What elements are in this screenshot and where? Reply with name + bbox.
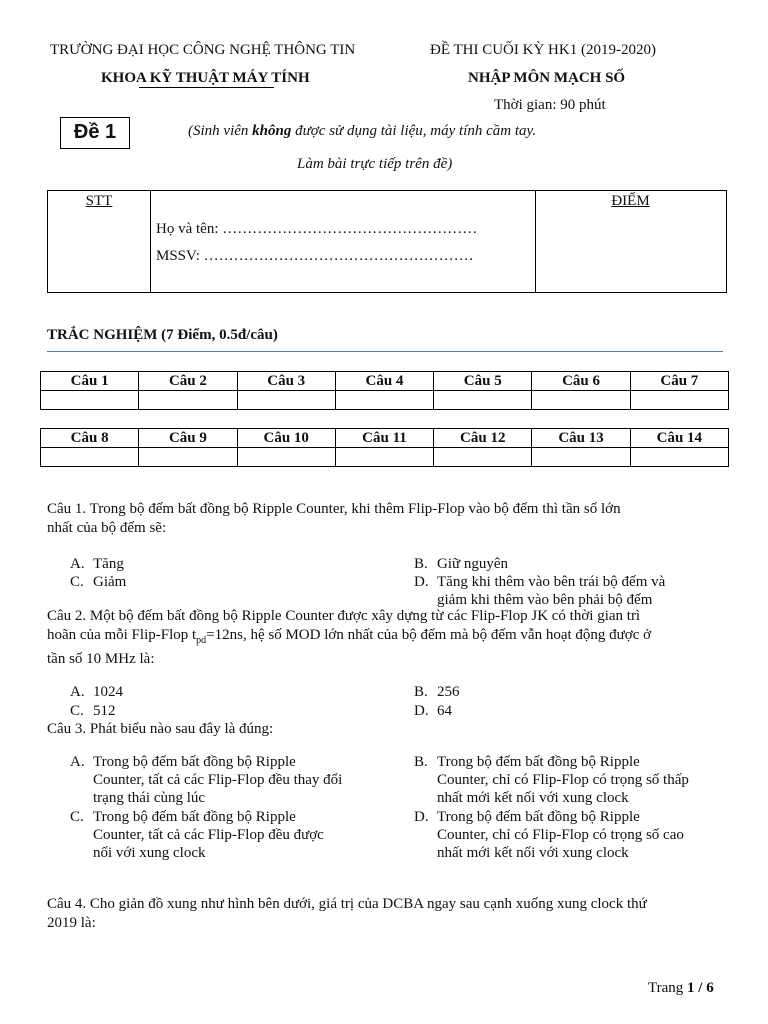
q2-option-a[interactable] [70,683,370,701]
score-cell [535,191,726,292]
exam-note [188,123,536,140]
answer-input-cell[interactable] [434,391,532,410]
faculty-name [101,70,310,87]
option-letter: D. [414,809,429,825]
answer-header-cell: Câu 4 [335,372,433,391]
student-cell[interactable] [150,191,536,292]
q1-option-c[interactable] [70,573,370,591]
answer-input-row [41,448,729,467]
answer-input-cell[interactable] [41,448,139,467]
subject-title: NHẬP MÔN MẠCH SỐ [468,70,626,86]
option-letter: A. [70,754,85,770]
exam-title: ĐỀ THI CUỐI KỲ HK1 (2019-2020) [430,42,656,58]
faculty-text: KHOA KỸ THUẬT MÁY TÍNH [101,70,310,86]
option-letter: B. [414,684,428,700]
answer-header-row [41,429,729,448]
q3-option-d[interactable] [414,808,734,862]
answer-header-cell: Câu 9 [139,429,237,448]
q2-option-c[interactable] [70,702,370,720]
answer-header-cell: Câu 10 [237,429,335,448]
section-title: TRẮC NGHIỆM (7 Điểm, 0.5đ/câu) [47,327,278,343]
exam-code-box [60,117,130,149]
answer-input-row [41,391,729,410]
stt-label: STT [85,193,113,209]
option-text: nhất mới kết nối với xung clock [437,845,629,861]
option-text: Tăng khi thêm vào bên trái bộ đếm và [437,574,666,590]
question-4-line-2: 2019 là: [47,915,96,931]
question-4-line-1: Câu 4. Cho giản đồ xung như hình bên dưới, giá trị của DCBA ngay sau cạnh xuống xung clock thứ [47,896,647,912]
option-text: 256 [437,684,460,700]
option-text: Counter, tất cả các Flip-Flop đều được [93,827,324,843]
page-sep: / [694,980,707,996]
option-text: nối với xung clock [93,845,206,861]
question-2-line-2b: =12ns, hệ số MOD lớn nhất của bộ đếm mà bộ đếm vẫn hoạt động được ở [206,627,652,643]
page-current: 1 [687,980,695,996]
answer-header-cell: Câu 5 [434,372,532,391]
exam-note-bold: không [252,123,292,139]
answer-input-cell[interactable] [532,391,630,410]
option-text: Counter, chỉ có Flip-Flop có trọng số cao [437,827,684,843]
q2-option-b[interactable] [414,683,724,701]
answer-header-row [41,372,729,391]
question-4 [47,895,727,933]
student-info-table [47,190,727,293]
answer-header-cell: Câu 1 [41,372,139,391]
exam-note-prefix: (Sinh viên [188,123,253,139]
answer-input-cell[interactable] [630,448,728,467]
answer-input-cell[interactable] [139,391,237,410]
page-prefix: Trang [648,980,688,996]
option-letter: A. [70,556,85,572]
option-text: 1024 [93,684,123,700]
answer-header-cell: Câu 14 [630,429,728,448]
q3-option-a[interactable] [70,753,400,807]
answer-header-cell: Câu 8 [41,429,139,448]
answer-input-cell[interactable] [139,448,237,467]
answer-input-cell[interactable] [237,448,335,467]
student-id-line[interactable]: MSSV: ……………………………………………… [156,248,474,264]
option-text: Counter, chỉ có Flip-Flop có trọng số thấp [437,772,689,788]
option-text: Trong bộ đếm bất đồng bộ Ripple [437,809,640,825]
option-text: 64 [437,703,452,719]
answer-input-cell[interactable] [41,391,139,410]
school-name: TRƯỜNG ĐẠI HỌC CÔNG NGHỆ THÔNG TIN [50,42,356,58]
option-text: Giảm [93,574,127,590]
question-1-line-1: Câu 1. Trong bộ đếm bất đồng bộ Ripple Counter, khi thêm Flip-Flop vào bộ đếm thì tần số lớn [47,501,621,517]
score-label: ĐIỂM [611,193,650,209]
page-number [648,980,714,997]
q2-option-d[interactable] [414,702,724,720]
question-1-line-2: nhất của bộ đếm sẽ: [47,520,167,536]
stt-cell [48,191,151,292]
question-2 [47,607,727,669]
q1-option-a[interactable] [70,555,370,573]
option-text: giảm khi thêm vào bên phải bộ đếm [437,592,653,608]
option-letter: C. [70,703,84,719]
tpd-subscript: pd [196,635,207,646]
option-text: Giữ nguyên [437,556,509,572]
answer-input-cell[interactable] [237,391,335,410]
question-2-line-1: Câu 2. Một bộ đếm bất đồng bộ Ripple Counter được xây dựng từ các Flip-Flop JK có thời gian trì [47,608,641,624]
exam-code: Đề 1 [73,121,117,143]
option-letter: B. [414,556,428,572]
answer-header-cell: Câu 13 [532,429,630,448]
option-text: Counter, tất cả các Flip-Flop đều thay đổi [93,772,343,788]
question-2-line-2a: hoãn của mỗi Flip-Flop t [47,627,197,643]
q1-option-d[interactable] [414,573,724,609]
exam-duration: Thời gian: 90 phút [494,97,606,113]
q3-option-c[interactable] [70,808,400,862]
option-text: Trong bộ đếm bất đồng bộ Ripple [93,809,296,825]
page-total: 6 [706,980,714,996]
answer-input-cell[interactable] [335,391,433,410]
question-3-line-1: Câu 3. Phát biểu nào sau đây là đúng: [47,721,274,737]
question-3 [47,720,727,739]
option-letter: D. [414,703,429,719]
answer-input-cell[interactable] [532,448,630,467]
q1-option-b[interactable] [414,555,724,573]
option-text: Tăng [93,556,124,572]
option-letter: A. [70,684,85,700]
answer-table-1 [40,371,729,410]
option-letter: C. [70,809,84,825]
option-letter: D. [414,574,429,590]
answer-header-cell: Câu 6 [532,372,630,391]
option-text: Trong bộ đếm bất đồng bộ Ripple [437,754,640,770]
answer-header-cell: Câu 3 [237,372,335,391]
option-text: trạng thái cùng lúc [93,790,206,806]
answer-input-cell[interactable] [630,391,728,410]
question-1 [47,500,727,538]
exam-note-suffix: được sử dụng tài liệu, máy tính cầm tay. [291,123,537,139]
q3-option-b[interactable] [414,753,734,807]
answer-header-cell: Câu 12 [434,429,532,448]
question-2-line-2 [47,626,727,650]
exam-note-line2: Làm bài trực tiếp trên đề) [297,156,453,172]
answer-header-cell: Câu 2 [139,372,237,391]
section-divider [47,351,723,352]
option-text: nhất mới kết nối với xung clock [437,790,629,806]
question-2-line-3: tần số 10 MHz là: [47,651,155,667]
answer-header-cell: Câu 7 [630,372,728,391]
option-text: Trong bộ đếm bất đồng bộ Ripple [93,754,296,770]
student-name-line[interactable]: Họ và tên: …………………………………………… [156,221,478,237]
answer-input-cell[interactable] [335,448,433,467]
answer-table-2 [40,428,729,467]
option-letter: B. [414,754,428,770]
faculty-underline [139,87,274,88]
answer-header-cell: Câu 11 [335,429,433,448]
option-text: 512 [93,703,116,719]
option-letter: C. [70,574,84,590]
answer-input-cell[interactable] [434,448,532,467]
